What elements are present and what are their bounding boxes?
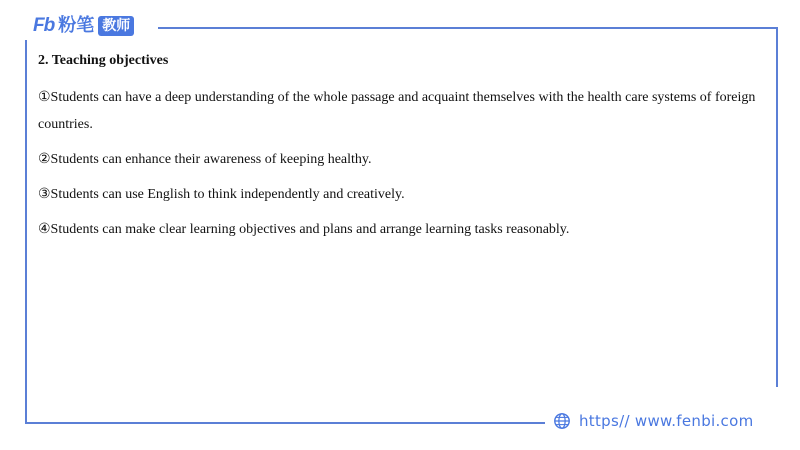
content-area [38, 50, 763, 251]
fenbi-logo [33, 14, 134, 38]
frame-left-line [25, 40, 27, 424]
frame-bottom-line [25, 422, 545, 424]
website-link[interactable]: https// www.fenbi.com [579, 412, 754, 430]
footer [553, 408, 754, 434]
logo-badge: 教师 [98, 16, 134, 36]
objective-item-3: ③Students can use English to think independently and creatively. [38, 187, 405, 202]
objective-item-4: ④Students can make clear learning objectives and plans and arrange learning tasks reasonably. [38, 222, 570, 237]
objective-item-1: ①Students can have a deep understanding of the whole passage and acquaint themselves with the health care systems of foreign countries. [38, 90, 756, 132]
globe-icon [553, 412, 571, 430]
logo-name: 粉笔 [58, 15, 95, 36]
objective-item-2: ②Students can enhance their awareness of keeping healthy. [38, 152, 372, 167]
frame-top-line [158, 27, 778, 29]
frame-right-line [776, 27, 778, 387]
section-heading: 2. Teaching objectives [38, 53, 169, 68]
logo-mark: Fb [33, 15, 55, 36]
